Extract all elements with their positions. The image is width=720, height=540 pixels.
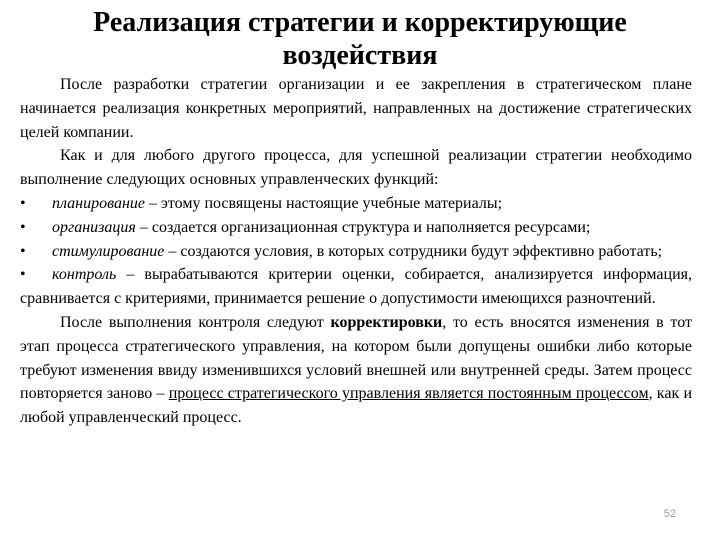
bullet-text: – создается организационная структура и наполняется ресурсами;: [135, 218, 591, 236]
page-number: 52: [663, 508, 676, 520]
bullet-mark: •: [20, 242, 26, 260]
bullet-mark: •: [20, 218, 26, 236]
bullet-term: планирование: [52, 194, 145, 212]
bullet-term: контроль: [52, 266, 117, 284]
bullet-motivation: [20, 240, 692, 264]
corrections-paragraph: [20, 311, 692, 430]
bullet-text: – вырабатываются критерии оценки, собирается, анализируется информация, сравнивается с критериями, принимается решение о допустимости имеющихся разночтений.: [20, 266, 692, 308]
bullet-text: – создаются условия, в которых сотрудники будут эффективно работать;: [164, 242, 663, 260]
corrections-text-end: , как и любой управленческий процесс.: [20, 385, 692, 427]
slide-body: [20, 73, 692, 430]
bullet-mark: •: [20, 266, 26, 284]
functions-paragraph: Как и для любого другого процесса, для успешной реализации стратегии необходимо выполнение следующих основных управленческих функций:: [20, 147, 692, 189]
corrections-underlined-text: процесс стратегического управления является постоянным процессом: [168, 385, 649, 403]
corrections-keyword: корректировки: [330, 313, 443, 331]
corrections-text-middle: , то есть вносятся изменения в тот этап процесса стратегического управления, на котором были допущены ошибки либо которые требуют изменения ввиду изменившихся условий внешней или внутренней среды. Затем процесс повторяется заново –: [20, 313, 692, 403]
slide-title: Реализация стратегии и корректирующие воздействия: [93, 7, 627, 71]
bullet-organization: [20, 216, 692, 240]
bullet-text: – этому посвящены настоящие учебные материалы;: [144, 194, 503, 212]
bullet-term: стимулирование: [52, 242, 165, 260]
bullet-control: [20, 263, 692, 311]
intro-paragraph: После разработки стратегии организации и ее закрепления в стратегическом плане начинается реализация конкретных мероприятий, направленных на достижение стратегических целей компании.: [20, 76, 692, 141]
bullet-mark: •: [20, 194, 26, 212]
corrections-text-start: После выполнения контроля следуют: [60, 313, 331, 331]
bullet-term: организация: [52, 218, 136, 236]
bullet-planning: [20, 192, 692, 216]
